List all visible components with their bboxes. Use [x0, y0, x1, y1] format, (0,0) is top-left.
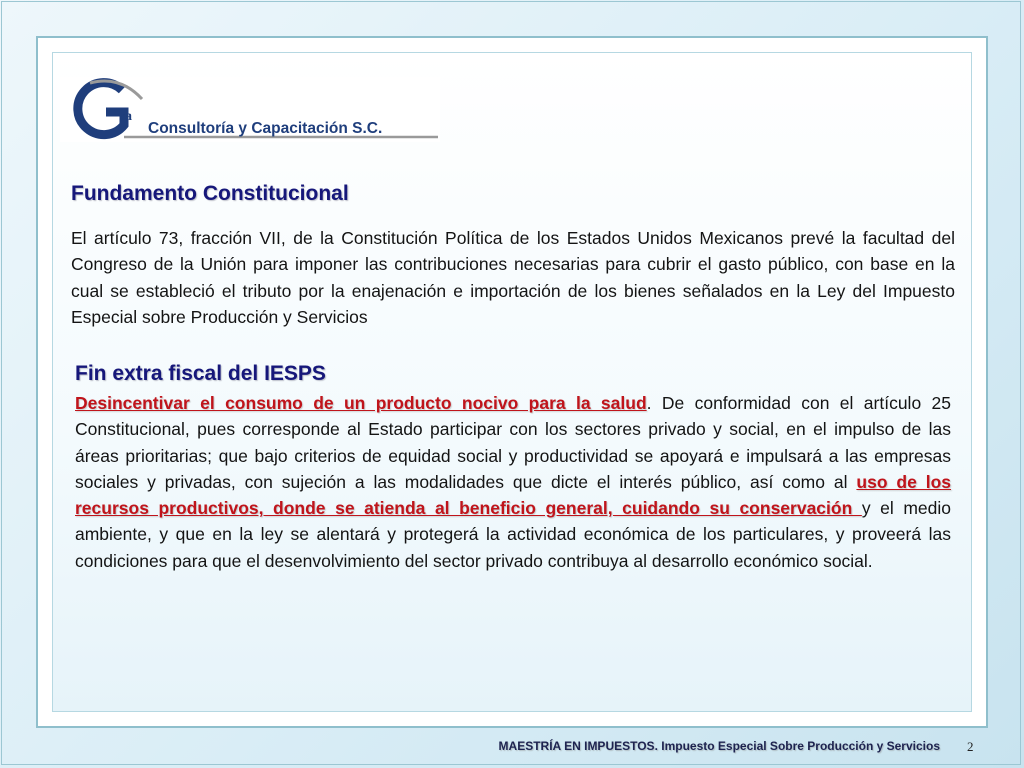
paragraph-text-part2: y el medio ambiente, y que en la ley se alentará y protegerá la actividad económica de los particulares, y proveerá las condiciones para que el desenvolvimiento del sector privado contribuya al desarrollo económico social.: [75, 498, 951, 571]
paragraph-fundamento: El artículo 73, fracción VII, de la Constitución Política de los Estados Unidos Mexicanos prevé la facultad del Congreso de la Unión para imponer las contribuciones necesarias para cubrir el gasto público, con base en la cual se estableció el tributo por la enajenación e importación de los bienes señalados en la Ley del Impuesto Especial sobre Producción y Servicios: [71, 228, 955, 327]
paragraph-fin-extra-fiscal: [75, 390, 951, 574]
highlight-desincentivar: Desincentivar el consumo de un producto nocivo para la salud: [75, 393, 647, 413]
footer-title: MAESTRÍA EN IMPUESTOS. Impuesto Especial Sobre Producción y Servicios: [498, 739, 940, 753]
heading-fundamento: Fundamento Constitucional: [71, 182, 349, 205]
gva-logo-mark: [60, 77, 440, 142]
page-number: 2: [967, 739, 974, 754]
company-logo: [60, 77, 440, 142]
highlight-uso-recursos: uso de los recursos productivos, donde se atienda al beneficio general, cuidando su conservación: [75, 471, 952, 519]
logo-letters-va: va: [118, 109, 132, 124]
logo-company-name: Consultoría y Capacitación S.C.: [148, 120, 383, 137]
paragraph-text-part1: . De conformidad con el artículo 25 Constitucional, pues corresponde al Estado participar con los sectores privado y social, en el impulso de las áreas prioritarias; que bajo criterios de equidad social y productividad se apoyará e impulsará a las empresas sociales y privadas, con sujeción a las modalidades que dicte el interés público, así como al: [75, 393, 951, 492]
heading-fin-extra-fiscal: Fin extra fiscal del IESPS: [75, 362, 326, 385]
